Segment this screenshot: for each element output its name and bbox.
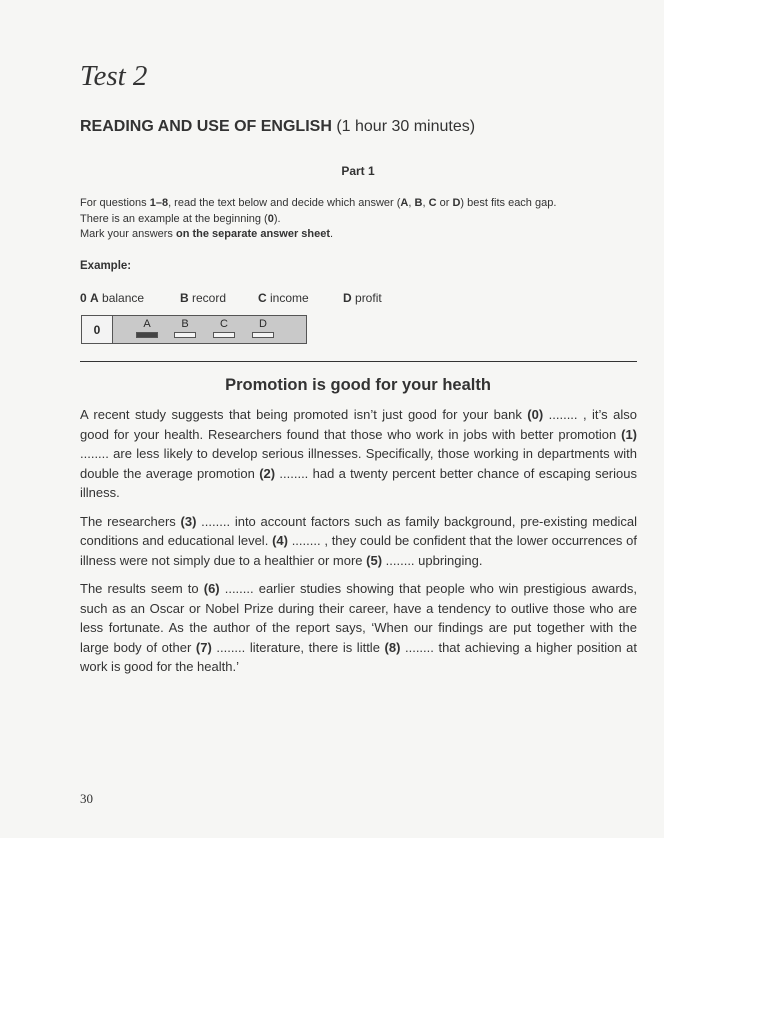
instruction-line-1: For questions 1–8, read the text below and decide which answer (A, B, C or D) best fits each gap. [80,197,557,209]
gap-8: (8) [384,639,401,655]
answer-box-number: 0 [82,316,113,343]
answer-mark-empty [213,332,235,338]
answer-mark-filled [136,332,158,338]
section-title [80,118,475,136]
section-name: READING AND USE OF ENGLISH [80,118,332,135]
answer-bubble-b: B [174,318,196,338]
page-number: 30 [80,791,93,806]
example-answer-box [81,315,307,344]
passage-paragraph-2: The researchers (3) ........ into account factors such as family background, pre-existing medical conditions and educational level. (4) ........ , they could be confident that the lower occurrences of illness were not simply due to a healthier or more (5) ........ upbringing. [80,513,638,568]
passage-paragraph-1: A recent study suggests that being promoted isn’t just good for your bank (0) ........ , it’s also good for your health. Researchers found that those who work in jobs with better promotion (1) ........ are less likely to develop serious illnesses. Specifically, those working in departments with double the average promotion (2) ........ had a twenty percent better chance of escaping serious illness. [80,407,637,500]
answer-bubble-c: C [213,318,235,338]
example-option-b: B record [180,291,227,305]
gap-6: (6) [203,581,220,596]
test-title: Test 2 [80,60,148,92]
gap-0: (0) [527,407,544,422]
gap-5: (5) [366,552,383,568]
gap-3: (3) [180,513,197,529]
gap-1: (1) [621,426,637,442]
part-label: Part 1 [341,164,375,178]
example-label: Example: [80,260,132,272]
example-option-c: C income [258,291,309,305]
passage [80,405,637,686]
instruction-line-2: There is an example at the beginning (0). [80,212,281,225]
answer-mark-empty [174,332,196,338]
gap-7: (7) [195,639,212,655]
instructions [80,196,650,243]
passage-title: Promotion is good for your health [225,376,491,394]
divider-rule [80,361,637,362]
instruction-line-3: Mark your answers on the separate answer sheet. [80,228,334,240]
answer-bubble-d: D [252,318,274,338]
section-duration: (1 hour 30 minutes) [336,118,476,135]
example-option-d: D profit [343,291,382,305]
example-option-a: 0 A balance [80,291,145,305]
answer-bubble-a: A [136,318,158,338]
gap-4: (4) [272,533,288,548]
answer-mark-empty [252,332,274,338]
gap-2: (2) [259,465,276,481]
passage-paragraph-3: The results seem to (6) ........ earlier studies showing that people who win prestigious awards, such as an Oscar or Nobel Prize during their career, have a tendency to outlive those who are less fortunate. As the author of the report says, ‘When our findings are put together with the large body of other (7) ........ literature, there is little (8) ........ that achieving a higher position at work is good for the health.’ [80,581,637,674]
